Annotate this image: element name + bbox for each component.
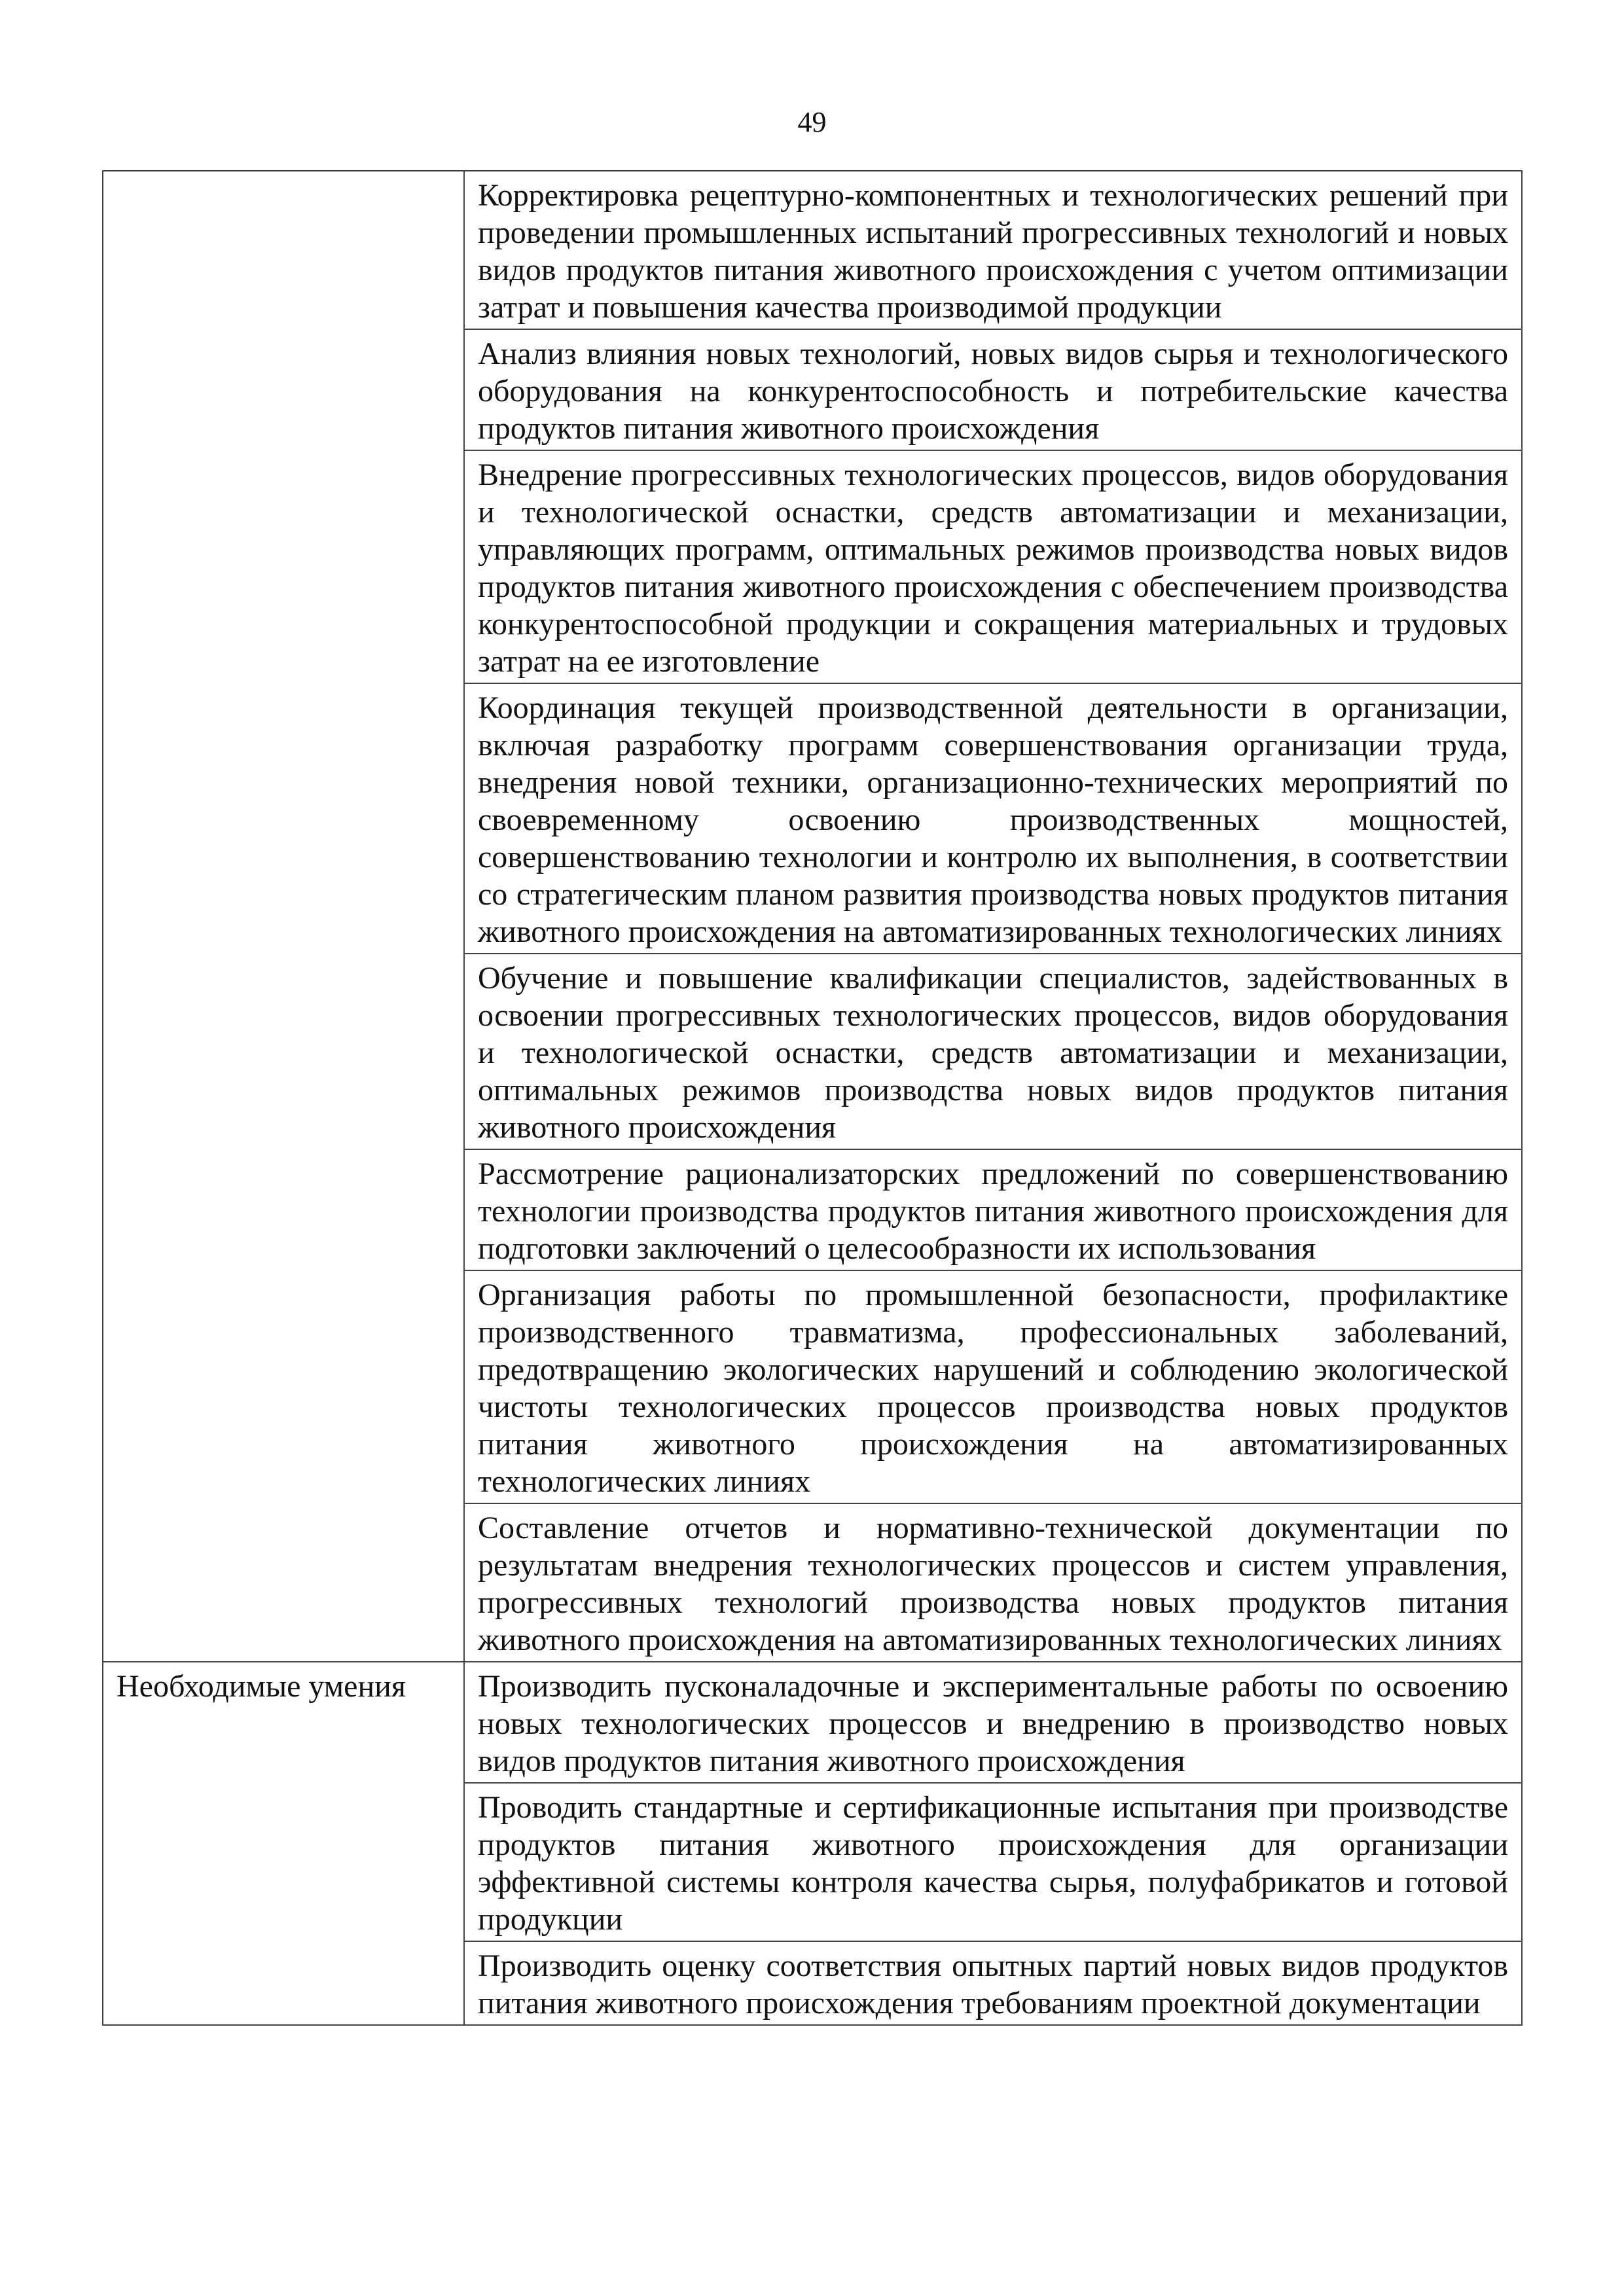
table-cell-text: Координация текущей производственной деятельности в организации, включая разработку программ совершенствования организации труда, внедрения новой техники, организационно-технических мероприятий по своевременному освоению производственных мощностей, совершенствованию технологии и контролю их выполнения, в соответствии со стратегическим планом развития производства новых продуктов питания животного происхождения на автоматизированных технологических линиях <box>464 683 1522 954</box>
skills-label: Необходимые умения <box>103 1662 464 2025</box>
skill-item: Производить оценку соответствия опытных партий новых видов продуктов питания животного происхождения требованиям проектной документации <box>464 1941 1522 2025</box>
table-cell-text: Составление отчетов и нормативно-технической документации по результатам внедрения технологических процессов и систем управления, прогрессивных технологий производства новых продуктов питания животного происхождения на автоматизированных технологических линиях <box>464 1503 1522 1662</box>
table-cell-text: Внедрение прогрессивных технологических процессов, видов оборудования и технологической оснастки, средств автоматизации и механизации, управляющих программ, оптимальных режимов производства новых видов продуктов питания животного происхождения с обеспечением производства конкурентоспособной продукции и сокращения материальных и трудовых затрат на ее изготовление <box>464 450 1522 683</box>
table-cell-text: Обучение и повышение квалификации специалистов, задействованных в освоении прогрессивных технологических процессов, видов оборудования и технологической оснастки, средств автоматизации и механизации, оптимальных режимов производства новых видов продуктов питания животного происхождения <box>464 954 1522 1149</box>
skill-item: Проводить стандартные и сертификационные испытания при производстве продуктов питания животного происхождения для организации эффективной системы контроля качества сырья, полуфабрикатов и готовой продукции <box>464 1783 1522 1941</box>
table-cell-text: Корректировка рецептурно-компонентных и технологических решений при проведении промышленных испытаний прогрессивных технологий и новых видов продуктов питания животного происхождения с учетом оптимизации затрат и повышения качества производимой продукции <box>464 171 1522 329</box>
page-number: 49 <box>797 106 827 138</box>
labor-functions-table <box>102 170 1523 2026</box>
table-cell-label-empty <box>103 171 464 1662</box>
table-cell-text: Организация работы по промышленной безопасности, профилактике производственного травматизма, профессиональных заболеваний, предотвращению экологических нарушений и соблюдению экологической чистоты технологических процессов производства новых продуктов питания животного происхождения на автоматизированных технологических линиях <box>464 1270 1522 1503</box>
table-row <box>103 1662 1522 1783</box>
skill-item: Производить пусконаладочные и экспериментальные работы по освоению новых технологических процессов и внедрению в производство новых видов продуктов питания животного происхождения <box>464 1662 1522 1783</box>
table-cell-text: Рассмотрение рационализаторских предложений по совершенствованию технологии производства продуктов питания животного происхождения для подготовки заключений о целесообразности их использования <box>464 1149 1522 1270</box>
table-cell-text: Анализ влияния новых технологий, новых видов сырья и технологического оборудования на конкурентоспособность и потребительские качества продуктов питания животного происхождения <box>464 329 1522 450</box>
table-row <box>103 171 1522 329</box>
